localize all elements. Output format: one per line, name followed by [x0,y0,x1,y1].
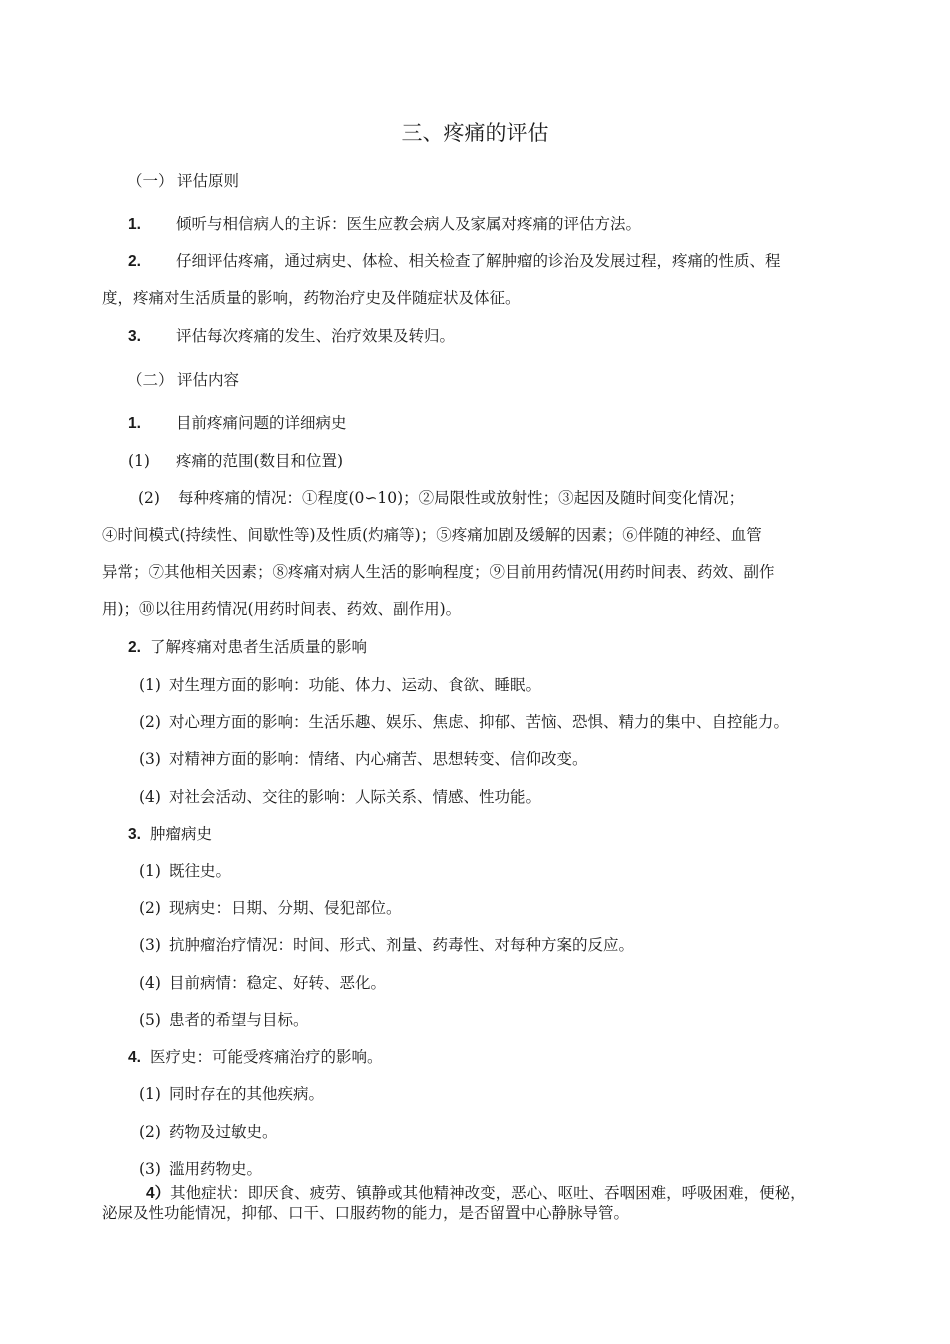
subitem-text: 对社会活动、交往的影响：人际关系、情感、性功能。 [169,788,542,806]
principle-item-3 [128,325,455,348]
subitem-number: (1) [139,676,161,694]
content-subitem-2-1 [139,674,541,696]
content-subitem-1-1 [128,450,343,472]
item-number: 1. [128,415,141,432]
subitem-text: 对心理方面的影响：生活乐趣、娱乐、焦虑、抑郁、苦恼、恐惧、精力的集中、自控能力。 [169,713,790,731]
subitem-text: 目前病情：稳定、好转、恶化。 [169,974,387,992]
subitem-number: (4) [139,974,161,992]
principle-item-1 [128,213,641,236]
subitem-text: 疼痛的范围(数目和位置) [176,452,344,470]
content-subitem-4-3 [139,1158,262,1180]
subitem-text: 其他症状：即厌食、疲劳、镇静或其他精神改变，恶心、呕吐、吞咽困难，呼吸困难，便秘， [170,1184,806,1202]
content-subitem-3-1 [139,860,231,882]
content-subitem-2-4 [139,786,541,808]
subitem-text: 药物及过敏史。 [169,1123,278,1141]
content-subitem-2-3 [139,748,588,770]
subitem-text: 滥用药物史。 [169,1160,263,1178]
subitem-number: (4) [139,788,161,806]
subitem-text: 同时存在的其他疾病。 [169,1085,325,1103]
principle-item-2-continued: 度，疼痛对生活质量的影响，药物治疗史及伴随症状及体征。 [102,289,521,307]
content-item-3 [128,823,212,846]
item-number: 3. [128,328,141,345]
subitem-text: 对精神方面的影响：情绪、内心痛苦、思想转变、信仰改变。 [169,750,588,768]
content-subitem-3-4 [139,972,386,994]
subitem-number: (2) [139,899,161,917]
content-subitem-4-1 [139,1083,324,1105]
content-subitem-1-2 [138,487,744,509]
content-subitem-4-4-continued: 泌尿及性功能情况，抑郁、口干、口服药物的能力，是否留置中心静脉导管。 [102,1204,630,1222]
content-subitem-3-3 [139,934,634,956]
subitem-text: 对生理方面的影响：功能、体力、运动、食欲、睡眠。 [169,676,542,694]
content-item-4 [128,1046,383,1069]
content-subitem-4-2 [139,1121,278,1143]
section-heading-principles [127,170,239,192]
content-subitem-1-2-line3: 异常；⑦其他相关因素；⑧疼痛对病人生活的影响程度；⑨目前用药情况(用药时间表、药效、副作 [102,563,775,581]
subitem-number: (1) [139,862,161,880]
content-subitem-3-5 [139,1009,309,1031]
section-heading-content [127,369,239,391]
subitem-text: 抗肿瘤治疗情况：时间、形式、剂量、药毒性、对每种方案的反应。 [169,936,635,954]
item-number: 1. [128,216,141,233]
subitem-number: (5) [139,1011,161,1029]
item-number: 2. [128,253,141,270]
section-label: 评估原则 [177,172,240,190]
subitem-number: (2) [138,489,160,507]
item-text: 了解疼痛对患者生活质量的影响 [150,638,368,656]
principle-item-2 [128,250,781,273]
section-number: （二） [127,371,174,389]
subitem-number: 4） [146,1185,171,1202]
subitem-number: (1) [139,1085,161,1103]
content-subitem-1-2-line4: 用)；⑩以往用药情况(用药时间表、药效、副作用)。 [102,600,462,618]
content-subitem-3-2 [139,897,402,919]
content-item-2 [128,636,367,659]
subitem-text: 每种疼痛的情况：①程度(0∽10)；②局限性或放射性；③起因及随时间变化情况； [178,489,745,507]
section-number: （一） [127,172,174,190]
subitem-number: (3) [139,936,161,954]
section-label: 评估内容 [177,371,240,389]
content-subitem-2-2 [139,711,789,733]
subitem-text: 既往史。 [169,862,232,880]
subitem-text: 现病史：日期、分期、侵犯部位。 [169,899,402,917]
subitem-text: 患者的希望与目标。 [169,1011,309,1029]
content-item-1 [128,412,347,435]
subitem-number: (1) [128,452,150,470]
item-number: 4. [128,1049,141,1066]
item-text: 肿瘤病史 [150,825,213,843]
item-text: 评估每次疼痛的发生、治疗效果及转归。 [176,327,456,345]
subitem-number: (2) [139,713,161,731]
subitem-number: (3) [139,750,161,768]
content-subitem-1-2-line2: ④时间模式(持续性、间歇性等)及性质(灼痛等)；⑤疼痛加剧及缓解的因素；⑥伴随的神经、血管 [102,526,762,544]
page-title: 三、疼痛的评估 [401,121,549,145]
subitem-number: (3) [139,1160,161,1178]
item-text: 仔细评估疼痛，通过病史、体检、相关检查了解肿瘤的诊治及发展过程，疼痛的性质、程 [176,252,781,270]
item-number: 3. [128,826,141,843]
item-text: 目前疼痛问题的详细病史 [176,414,347,432]
item-text: 倾听与相信病人的主诉：医生应教会病人及家属对疼痛的评估方法。 [176,215,642,233]
subitem-number: (2) [139,1123,161,1141]
item-number: 2. [128,639,141,656]
item-text: 医疗史：可能受疼痛治疗的影响。 [150,1048,383,1066]
